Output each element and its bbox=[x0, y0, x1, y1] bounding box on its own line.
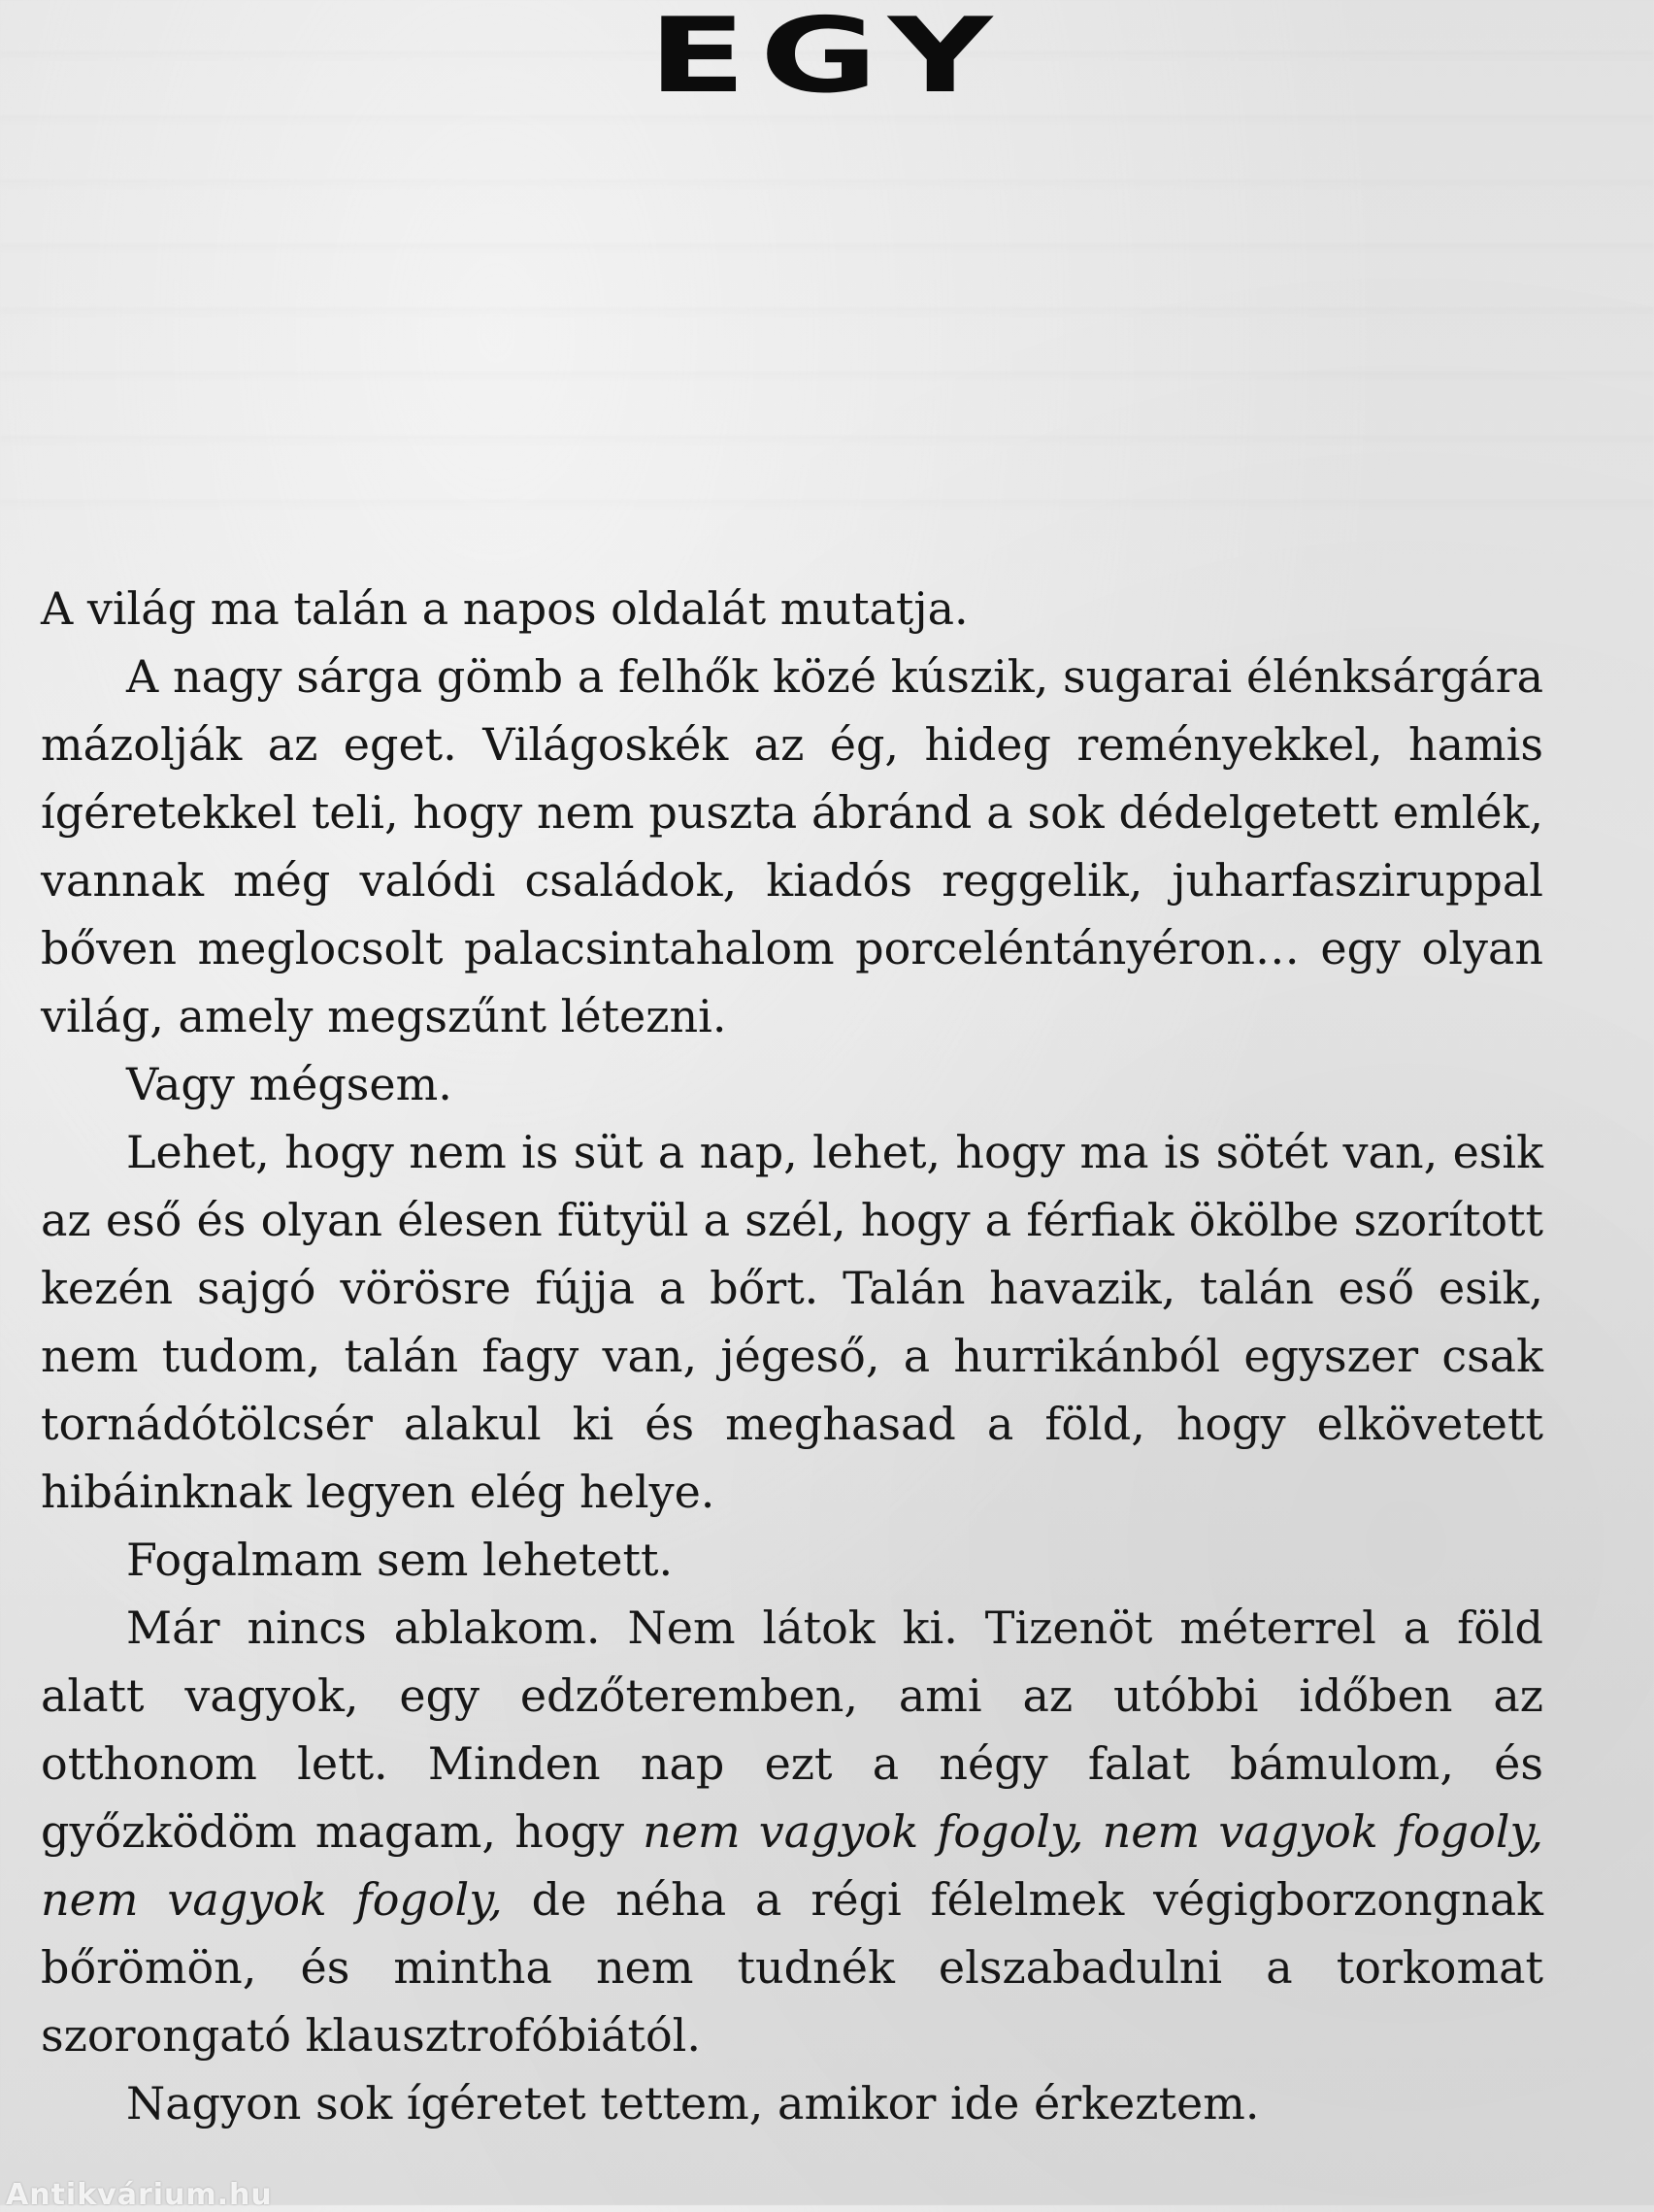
paragraph-2: A nagy sárga gömb a felhők közé kúszik, sugarai élénksárgára mázolják az eget. Világoskék az ég, hideg reményekkel, hamis ígéretekkel teli, hogy nem puszta ábránd a sok dédelgetett emlék, vannak még valódi családok, kiadós reggelik, juharfasziruppal bőven meglocsolt palacsintahalom porceléntányéron… egy olyan világ, amely megszűnt létezni. bbox=[41, 650, 1543, 1042]
paragraph-6-start: Már nincs ablakom. Nem látok ki. Tizenöt méterrel a föld alatt vagyok, egy edzőteremben, ami az utóbbi időben az otthonom lett. Minden nap ezt a négy falat bámulom, és győzködöm magam, hogy bbox=[41, 1601, 1543, 1858]
watermark: Antikvárium.hu bbox=[6, 2178, 273, 2212]
paragraph-6-end: de néha a régi félelmek végigborzongnak bőrömön, és mintha nem tudnék elszabadulni a torkomat szorongató klausztrofóbiától. bbox=[41, 1873, 1544, 2062]
paragraph-3: Vagy mégsem. bbox=[126, 1058, 452, 1110]
paragraph-6-italic: nem vagyok fogoly, nem vagyok fogoly, nem vagyok fogoly, bbox=[41, 1805, 1543, 1926]
paragraph-6 bbox=[41, 1594, 1543, 2069]
paragraph-4: Lehet, hogy nem is süt a nap, lehet, hogy ma is sötét van, esik az eső és olyan élesen fütyül a szél, hogy a férfiak ökölbe szorított kezén sajgó vörösre fújja a bőrt. Talán havazik, talán eső esik, nem tudom, talán fagy van, jégeső, a hurrikánból egyszer csak tornádótölcsér alakul ki és meghasad a föld, hogy elkövetett hibáinknak legyen elég helye. bbox=[41, 1126, 1543, 1518]
paragraph-1: A világ ma talán a napos oldalát mutatja. bbox=[41, 582, 969, 635]
paragraph-5: Fogalmam sem lehetett. bbox=[126, 1534, 674, 1586]
chapter-title: EGY bbox=[647, 0, 1007, 116]
paragraph-7: Nagyon sok ígéretet tettem, amikor ide érkeztem. bbox=[126, 2077, 1260, 2129]
body-text bbox=[41, 575, 1543, 2137]
chapter-heading bbox=[0, 0, 1654, 148]
